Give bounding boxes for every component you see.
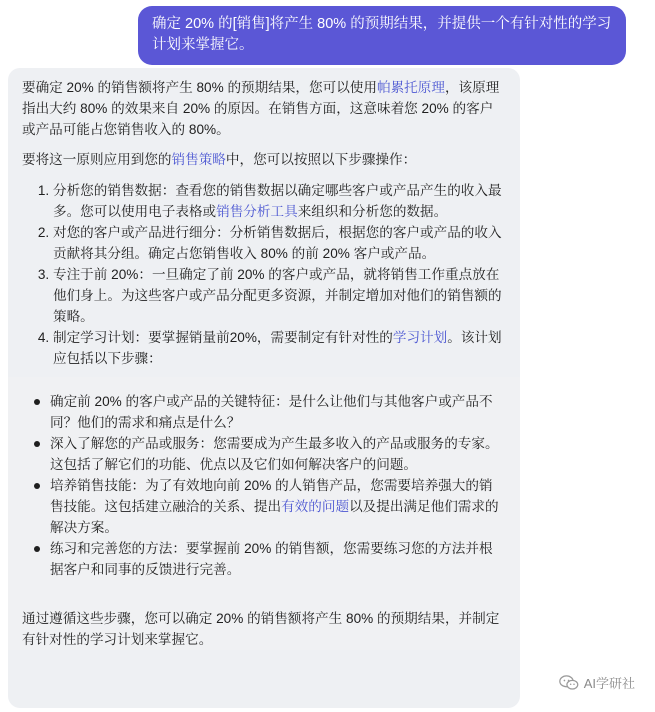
intro-text: 要确定 20% 的销售额将产生 80% 的预期结果，您可以使用 — [22, 80, 377, 95]
step-text-cont: 来组织和分析您的数据。 — [297, 204, 448, 219]
substep-text: 深入了解您的产品或服务：您需要成为产生最多收入的产品或服务的专家。这包括了解它们的功能、优点以及它们如何解决客户的问题。 — [50, 436, 499, 472]
user-message-text: 确定 20% 的[销售]将产生 80% 的预期结果，并提供一个有针对性的学习计划来掌握它。 — [152, 16, 612, 53]
step-item — [53, 180, 506, 222]
substep-text: 培养销售技能：为了有效地向前 20% 的人销售产品，您需要培养强大的销售技能。这包括建立融洽的关系、提出 — [50, 478, 493, 514]
substeps-list — [22, 391, 506, 580]
learning-plan-link[interactable]: 学习计划 — [392, 330, 448, 345]
learning-plan-section — [8, 377, 520, 650]
apply-text-cont: 中，您可以按照以下步骤操作： — [225, 152, 417, 167]
step-item — [53, 264, 506, 327]
bullet-icon — [34, 399, 40, 405]
step-text: 分析您的销售数据：查看您的销售数据以确定哪些客户或产品产生的收入最多。您可以使用电子表格或 — [53, 183, 502, 219]
user-message-bubble — [138, 6, 626, 65]
step-text: 对您的客户或产品进行细分：分析销售数据后，根据您的客户或产品的收入贡献将其分组。确定占您销售收入 80% 的前 20% 客户或产品。 — [53, 225, 502, 261]
substep-item — [50, 475, 506, 538]
pareto-link[interactable]: 帕累托原理 — [377, 80, 445, 95]
sales-analysis-tool-link[interactable]: 销售分析工具 — [216, 204, 298, 219]
bullet-icon — [34, 441, 40, 447]
substep-item — [50, 391, 506, 433]
substep-text-cont: 以及提出满足他们需求的解决方案。 — [50, 499, 499, 535]
substep-text: 确定前 20% 的客户或产品的关键特征：是什么让他们与其他客户或产品不同？他们的需求和痛点是什么？ — [50, 394, 493, 430]
wechat-icon — [559, 674, 579, 692]
substep-item — [50, 433, 506, 475]
bullet-icon — [34, 546, 40, 552]
sales-strategy-link[interactable]: 销售策略 — [171, 152, 226, 167]
intro-paragraph — [22, 77, 506, 140]
step-item — [53, 222, 506, 264]
apply-paragraph — [22, 149, 506, 170]
substep-text: 练习和完善您的方法：要掌握前 20% 的销售额，您需要练习您的方法并根据客户和同事的反馈进行完善。 — [50, 541, 493, 577]
apply-text: 要将这一原则应用到您的 — [22, 152, 172, 167]
steps-list — [22, 180, 506, 369]
substep-item — [50, 538, 506, 580]
step-text: 制定学习计划：要掌握销量前20%，需要制定有针对性的 — [53, 330, 393, 345]
step-item — [53, 327, 506, 369]
step-text-cont: 。该计划应包括以下步骤： — [53, 330, 502, 366]
watermark-text: AI学研社 — [583, 676, 635, 691]
effective-questions-link[interactable]: 有效的问题 — [281, 499, 350, 514]
watermark — [559, 673, 635, 692]
step-text: 专注于前 20%：一旦确定了前 20% 的客户或产品，就将销售工作重点放在他们身上。为这些客户或产品分配更多资源，并制定增加对他们的销售额的策略。 — [53, 267, 502, 324]
conclusion-paragraph: 通过遵循这些步骤，您可以确定 20% 的销售额将产生 80% 的预期结果，并制定有针对性的学习计划来掌握它。 — [22, 611, 500, 647]
assistant-message-bubble — [8, 68, 520, 708]
intro-text-cont: ，该原理指出大约 80% 的效果来自 20% 的原因。在销售方面，这意味着您 20% 的客户或产品可能占您销售收入的 80%。 — [22, 80, 500, 137]
bullet-icon — [34, 483, 40, 489]
